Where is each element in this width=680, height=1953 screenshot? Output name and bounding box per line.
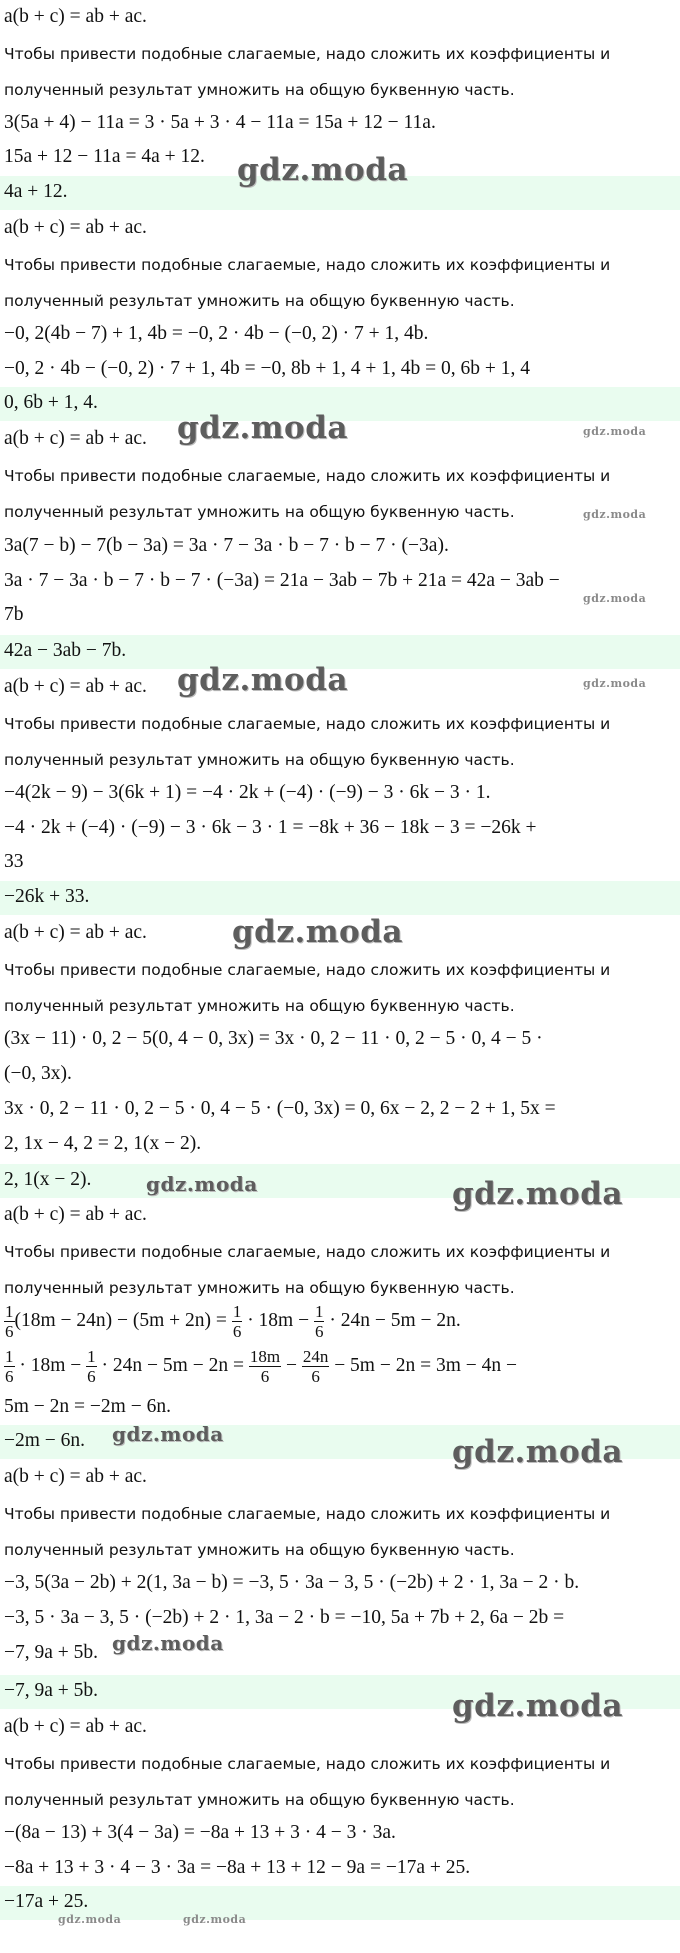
solution-line: −(8a − 13) + 3(4 − 3a) = −8a + 13 + 3 · 4 − 3 · 3a.	[4, 1822, 396, 1843]
solution-line: 15a + 12 − 11a = 4a + 12.	[4, 146, 205, 167]
watermark: gdz.moda	[112, 1631, 224, 1655]
answer-highlight	[0, 881, 680, 915]
watermark: gdz.moda	[583, 592, 647, 605]
explanation-line: Чтобы привести подобные слагаемые, надо сложить их коэффициенты и	[4, 45, 611, 63]
explanation-line: полученный результат умножить на общую буквенную часть.	[4, 292, 515, 310]
fraction: $\frac{1}{6}$	[5, 1302, 14, 1341]
watermark: gdz.moda	[237, 152, 408, 188]
rule-line: a(b + c) = ab + ac.	[4, 1716, 147, 1737]
explanation-line: полученный результат умножить на общую буквенную часть.	[4, 751, 515, 769]
rule-line: a(b + c) = ab + ac.	[4, 428, 147, 449]
fraction: $\frac{24n}{6}$	[302, 1347, 329, 1386]
answer-text: −17a + 25.	[4, 1891, 89, 1912]
rule-line: a(b + c) = ab + ac.	[4, 1466, 147, 1487]
watermark: gdz.moda	[452, 1688, 623, 1724]
fraction: $\frac{1}{6}$	[87, 1347, 96, 1386]
solution-line: −8a + 13 + 3 · 4 − 3 · 3a = −8a + 13 + 12 − 9a = −17a + 25.	[4, 1857, 471, 1878]
answer-text: 0, 6b + 1, 4.	[4, 392, 98, 413]
answer-text: −2m − 6n.	[4, 1430, 86, 1451]
watermark: gdz.moda	[452, 1176, 623, 1212]
watermark: gdz.moda	[583, 508, 647, 521]
answer-text: 42a − 3ab − 7b.	[4, 640, 127, 661]
explanation-line: полученный результат умножить на общую буквенную часть.	[4, 1541, 515, 1559]
explanation-line: Чтобы привести подобные слагаемые, надо сложить их коэффициенты и	[4, 961, 611, 979]
solution-line: −4(2k − 9) − 3(6k + 1) = −4 · 2k + (−4) · (−9) − 3 · 6k − 3 · 1.	[4, 782, 491, 803]
answer-text: −7, 9a + 5b.	[4, 1680, 99, 1701]
solution-line: 2, 1x − 4, 2 = 2, 1(x − 2).	[4, 1133, 202, 1154]
watermark: gdz.moda	[58, 1913, 122, 1926]
fraction: $\frac{1}{6}$	[314, 1302, 324, 1341]
watermark: gdz.moda	[112, 1422, 224, 1446]
solution-line: (3x − 11) · 0, 2 − 5(0, 4 − 0, 3x) = 3x · 0, 2 − 11 · 0, 2 − 5 · 0, 4 − 5 ·	[4, 1028, 543, 1049]
solution-line: −0, 2 · 4b − (−0, 2) · 7 + 1, 4b = −0, 8b + 1, 4 + 1, 4b = 0, 6b + 1, 4	[4, 358, 530, 379]
watermark: gdz.moda	[177, 410, 348, 446]
watermark: gdz.moda	[146, 1172, 258, 1196]
fraction: $\frac{18m}{6}$	[249, 1347, 281, 1386]
rule-line: a(b + c) = ab + ac.	[4, 922, 147, 943]
watermark: gdz.moda	[177, 662, 348, 698]
solution-line: 7b	[4, 604, 24, 625]
watermark: gdz.moda	[452, 1434, 623, 1470]
solution-line: $\frac{1}{6}$ (18m − 24n) − (5m + 2n) = $\frac{1}{6}$ · 18m − $\frac{1}{6}$ · 24n − 5m − 2n.	[5, 1302, 461, 1341]
solution-line: −7, 9a + 5b.	[4, 1642, 99, 1663]
answer-text: 4a + 12.	[4, 181, 68, 202]
explanation-line: полученный результат умножить на общую буквенную часть.	[4, 503, 515, 521]
solution-line: −0, 2(4b − 7) + 1, 4b = −0, 2 · 4b − (−0, 2) · 7 + 1, 4b.	[4, 323, 429, 344]
explanation-line: полученный результат умножить на общую буквенную часть.	[4, 997, 515, 1015]
watermark: gdz.moda	[583, 677, 647, 690]
watermark: gdz.moda	[232, 914, 403, 950]
watermark: gdz.moda	[583, 425, 647, 438]
fraction: $\frac{1}{6}$	[232, 1302, 242, 1341]
solution-line: (−0, 3x).	[4, 1063, 72, 1084]
solution-line: 5m − 2n = −2m − 6n.	[4, 1396, 171, 1417]
explanation-line: полученный результат умножить на общую буквенную часть.	[4, 81, 515, 99]
solution-line: 33	[4, 851, 24, 872]
rule-line: a(b + c) = ab + ac.	[4, 1204, 147, 1225]
answer-text: 2, 1(x − 2).	[4, 1169, 92, 1190]
solution-line: −3, 5(3a − 2b) + 2(1, 3a − b) = −3, 5 · 3a − 3, 5 · (−2b) + 2 · 1, 3a − 2 · b.	[4, 1572, 580, 1593]
solution-line: −4 · 2k + (−4) · (−9) − 3 · 6k − 3 · 1 = −8k + 36 − 18k − 3 = −26k +	[4, 817, 537, 838]
explanation-line: полученный результат умножить на общую буквенную часть.	[4, 1279, 515, 1297]
solution-line: −3, 5 · 3a − 3, 5 · (−2b) + 2 · 1, 3a − 2 · b = −10, 5a + 7b + 2, 6a − 2b =	[4, 1607, 565, 1628]
solution-line: 3x · 0, 2 − 11 · 0, 2 − 5 · 0, 4 − 5 · (−0, 3x) = 0, 6x − 2, 2 − 2 + 1, 5x =	[4, 1098, 556, 1119]
explanation-line: Чтобы привести подобные слагаемые, надо сложить их коэффициенты и	[4, 1505, 611, 1523]
explanation-line: Чтобы привести подобные слагаемые, надо сложить их коэффициенты и	[4, 467, 611, 485]
explanation-line: полученный результат умножить на общую буквенную часть.	[4, 1791, 515, 1809]
rule-line: a(b + c) = ab + ac.	[4, 676, 147, 697]
rule-line: a(b + c) = ab + ac.	[4, 217, 147, 238]
solution-line: 3(5a + 4) − 11a = 3 · 5a + 3 · 4 − 11a = 15a + 12 − 11a.	[4, 112, 436, 133]
answer-text: −26k + 33.	[4, 886, 90, 907]
solution-line: 3a · 7 − 3a · b − 7 · b − 7 · (−3a) = 21a − 3ab − 7b + 21a = 42a − 3ab −	[4, 570, 560, 591]
solution-line: $\frac{1}{6}$ · 18m − $\frac{1}{6}$ · 24n − 5m − 2n = $\frac{18m}{6}$ − $\frac{24n}{6}$ − 5m − 2n = 3m − 4n −	[5, 1347, 518, 1386]
explanation-line: Чтобы привести подобные слагаемые, надо сложить их коэффициенты и	[4, 1755, 611, 1773]
fraction: $\frac{1}{6}$	[5, 1347, 14, 1386]
explanation-line: Чтобы привести подобные слагаемые, надо сложить их коэффициенты и	[4, 1243, 611, 1261]
explanation-line: Чтобы привести подобные слагаемые, надо сложить их коэффициенты и	[4, 256, 611, 274]
explanation-line: Чтобы привести подобные слагаемые, надо сложить их коэффициенты и	[4, 715, 611, 733]
watermark: gdz.moda	[183, 1913, 247, 1926]
rule-line: a(b + c) = ab + ac.	[4, 6, 147, 27]
solution-line: 3a(7 − b) − 7(b − 3a) = 3a · 7 − 3a · b − 7 · b − 7 · (−3a).	[4, 535, 449, 556]
